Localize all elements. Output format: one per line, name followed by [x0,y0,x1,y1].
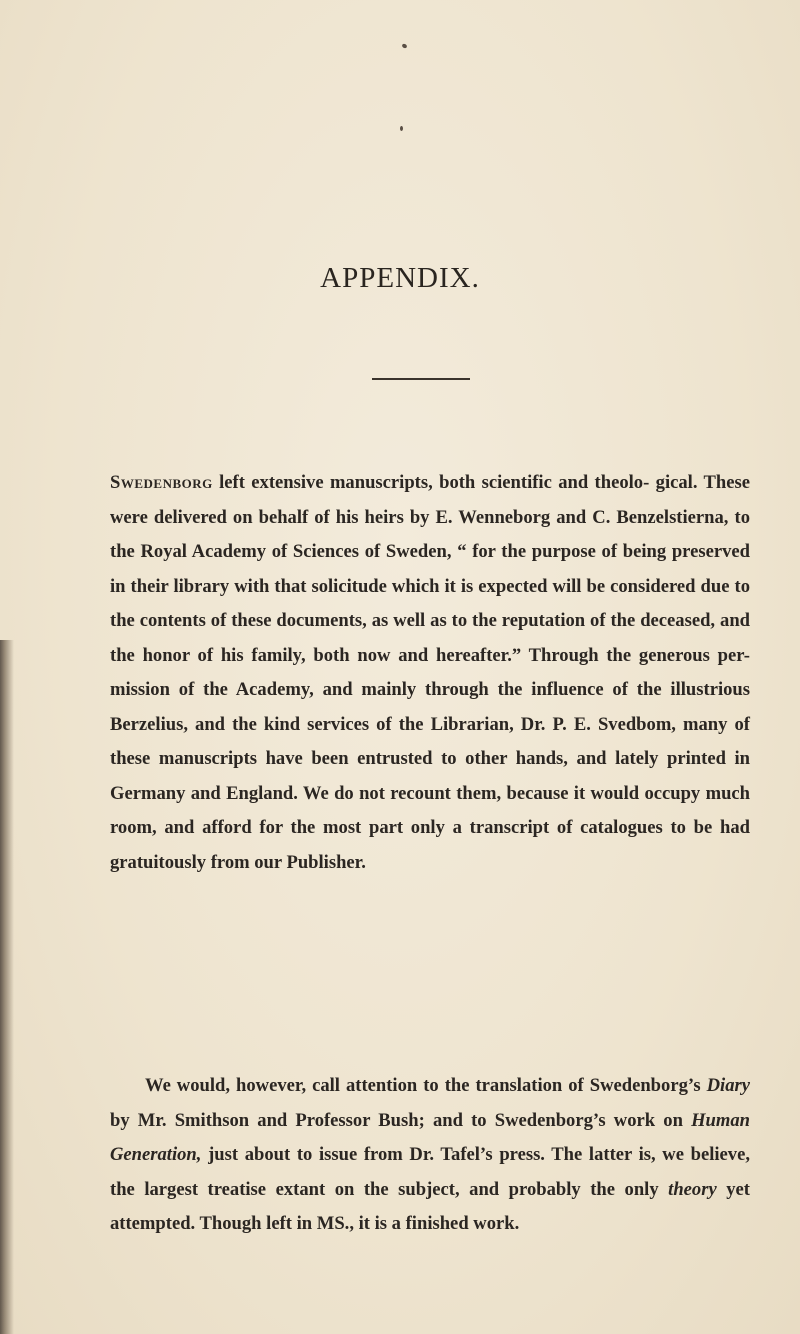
lead-word: Swedenborg [110,472,213,493]
paragraph-1 [110,466,750,880]
paragraph-2-text: yet attempted. Though left in MS., it is a finished work. [110,1178,750,1234]
page-title: APPENDIX. [320,262,480,294]
italic-title-generation: Human Generation, [110,1109,750,1165]
italic-title-diary: Diary [706,1075,750,1096]
paragraph-2 [110,1069,750,1242]
paragraph-1-text: left extensive manuscripts, both scientific and theolo- gical. These were delivered on behalf of his heirs by E. Wenneborg and C. Benzelstierna, to the Royal Academy of Sciences of Sweden, “ for the purpose of being preserved in their library with that solicitude which it is expected will be considered due to the contents of these documents, as well as to the reputation of the deceased, and the honor of his family, both now and hereafter.” Through the generous per- mission of the Academy, and mainly through the influence of the illustrious Berzelius, and the kind services of the Librarian, Dr. P. E. Svedbom, many of these manuscripts have been entrusted to other hands, and lately printed in Germany and England. We do not recount them, because it would occupy much room, and afford for the most part only a transcript of catalogues to be had gratuitously from our Publisher. [110,472,750,873]
title-rule [372,378,470,380]
paragraph-2-text: We would, however, call attention to the translation of Swedenborg’s [145,1075,707,1096]
binding-shadow [0,640,14,1334]
ink-speck [400,126,403,131]
paragraph-2-text: by Mr. Smithson and Professor Bush; and to Swedenborg’s work on [110,1109,692,1131]
italic-word-theory: theory [668,1178,717,1200]
ink-speck [401,43,407,49]
paragraph-2-text: just about to issue from Dr. Tafel’s press. The latter is, we believe, the largest treatise extant on the subject, and probably the only [110,1144,750,1200]
